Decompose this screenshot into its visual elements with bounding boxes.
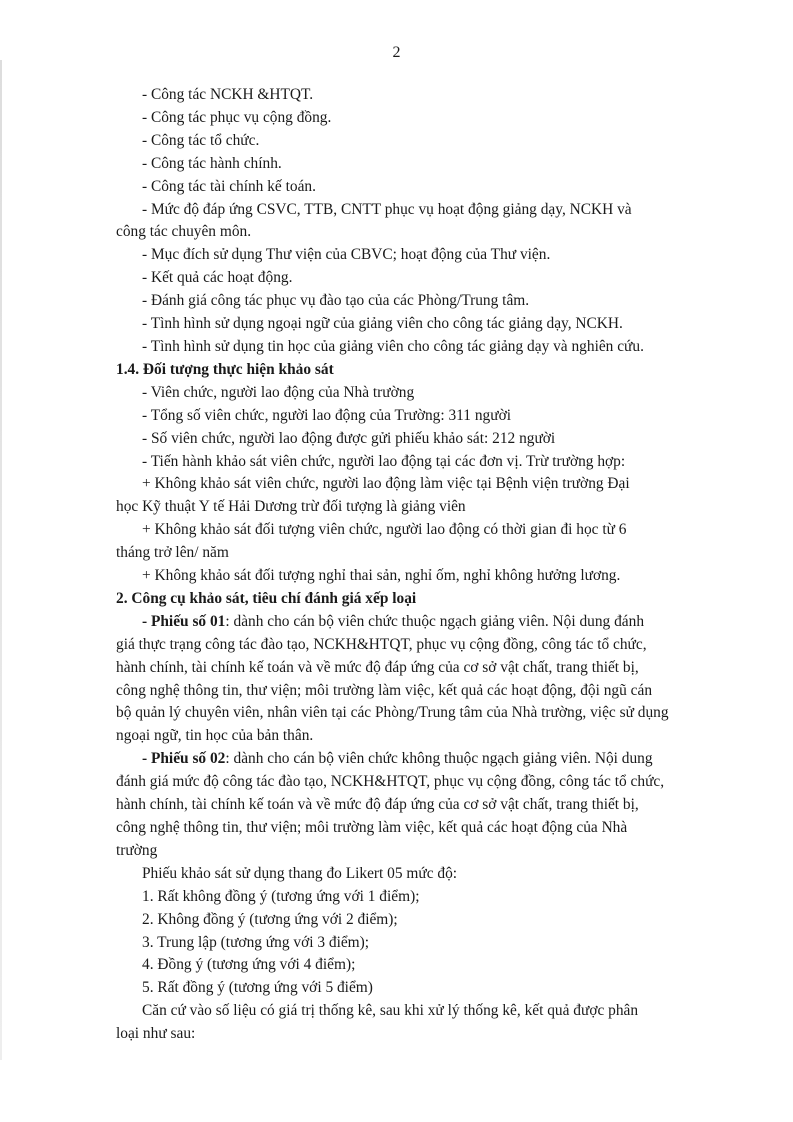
paragraph-line: ngoại ngữ, tin học của bản thân. xyxy=(116,727,314,745)
list-item: - Viên chức, người lao động của Nhà trường xyxy=(142,383,415,401)
section-heading-2: 2. Công cụ khảo sát, tiêu chí đánh giá xếp loại xyxy=(116,589,417,607)
list-item: - Công tác tài chính kế toán. xyxy=(142,177,316,195)
page-number: 2 xyxy=(392,44,401,61)
list-item: - Mục đích sử dụng Thư viện của CBVC; hoạt động của Thư viện. xyxy=(142,246,551,264)
list-item: - Công tác tổ chức. xyxy=(142,131,260,149)
paragraph-line: giá thực trạng công tác đào tạo, NCKH&HTQT, phục vụ cộng đồng, công tác tổ chức, xyxy=(116,635,647,653)
list-item: - Tình hình sử dụng ngoại ngữ của giảng viên cho công tác giảng dạy, NCKH. xyxy=(142,315,623,333)
likert-level: 4. Đồng ý (tương ứng với 4 điểm); xyxy=(142,956,356,974)
list-item: - Số viên chức, người lao động được gửi phiếu khảo sát: 212 người xyxy=(142,429,556,447)
closing-continuation: loại như sau: xyxy=(116,1025,196,1043)
paragraph-line: trường xyxy=(116,841,158,859)
paragraph-line: công nghệ thông tin, thư viện; môi trường làm việc, kết quả các hoạt động, đội ngũ cán xyxy=(116,681,653,699)
list-item: - Mức độ đáp ứng CSVC, TTB, CNTT phục vụ hoạt động giảng dạy, NCKH và xyxy=(142,200,632,218)
exclusion-continuation: học Kỹ thuật Y tế Hải Dương trừ đối tượng là giảng viên xyxy=(116,498,466,516)
likert-level: 2. Không đồng ý (tương ứng với 2 điểm); xyxy=(142,910,398,928)
likert-level: 5. Rất đồng ý (tương ứng với 5 điểm) xyxy=(142,979,373,997)
list-item: - Công tác NCKH &HTQT. xyxy=(142,86,314,103)
list-item: - Tổng số viên chức, người lao động của Trường: 311 người xyxy=(142,406,511,424)
exclusion-continuation: tháng trở lên/ năm xyxy=(116,544,229,562)
form-2-first-line xyxy=(116,748,786,771)
form-2-label: - Phiếu số 02 xyxy=(142,750,226,768)
exclusion-item: + Không khảo sát viên chức, người lao động làm việc tại Bệnh viện trường Đại xyxy=(142,475,630,493)
list-item: - Tình hình sử dụng tin học của giảng viên cho công tác giảng dạy và nghiên cứu. xyxy=(142,337,644,355)
form-1-label: - Phiếu số 01 xyxy=(142,612,226,630)
list-item: - Công tác hành chính. xyxy=(142,154,282,172)
likert-level: 3. Trung lập (tương ứng với 3 điểm); xyxy=(142,933,370,951)
paragraph-line: đánh giá mức độ công tác đào tạo, NCKH&HTQT, phục vụ cộng đồng, công tác tổ chức, xyxy=(116,773,665,791)
document-body xyxy=(116,84,786,1046)
form-2-text: : dành cho cán bộ viên chức không thuộc ngạch giảng viên. Nội dung xyxy=(225,750,653,768)
list-item: - Tiến hành khảo sát viên chức, người lao động tại các đơn vị. Trừ trường hợp: xyxy=(142,452,626,470)
likert-intro: Phiếu khảo sát sử dụng thang đo Likert 05 mức độ: xyxy=(142,864,458,882)
exclusion-item: + Không khảo sát đối tượng viên chức, người lao động có thời gian đi học từ 6 xyxy=(142,521,627,539)
list-item: - Công tác phục vụ cộng đồng. xyxy=(142,108,332,126)
scan-edge xyxy=(0,60,2,1060)
paragraph-line: hành chính, tài chính kế toán và về mức độ đáp ứng của cơ sở vật chất, trang thiết bị, xyxy=(116,796,639,814)
likert-level: 1. Rất không đồng ý (tương ứng với 1 điểm); xyxy=(142,887,420,905)
closing-paragraph: Căn cứ vào số liệu có giá trị thống kê, sau khi xử lý thống kê, kết quả được phân xyxy=(142,1002,639,1020)
form-1-text: : dành cho cán bộ viên chức thuộc ngạch giảng viên. Nội dung đánh xyxy=(225,612,645,630)
paragraph-line: công nghệ thông tin, thư viện; môi trường làm việc, kết quả các hoạt động của Nhà xyxy=(116,819,628,836)
paragraph-line: bộ quản lý chuyên viên, nhân viên tại các Phòng/Trung tâm của Nhà trường, việc sử dụng xyxy=(116,704,669,722)
form-1-first-line xyxy=(116,611,786,634)
paragraph-line: hành chính, tài chính kế toán và về mức độ đáp ứng của cơ sở vật chất, trang thiết bị, xyxy=(116,658,639,676)
list-item: - Đánh giá công tác phục vụ đào tạo của các Phòng/Trung tâm. xyxy=(142,292,530,310)
list-item: - Kết quả các hoạt động. xyxy=(142,269,293,287)
list-item-continuation: công tác chuyên môn. xyxy=(116,223,252,241)
section-heading-1-4: 1.4. Đối tượng thực hiện khảo sát xyxy=(116,360,334,378)
exclusion-item: + Không khảo sát đối tượng nghỉ thai sản, nghỉ ốm, nghỉ không hưởng lương. xyxy=(142,567,621,585)
